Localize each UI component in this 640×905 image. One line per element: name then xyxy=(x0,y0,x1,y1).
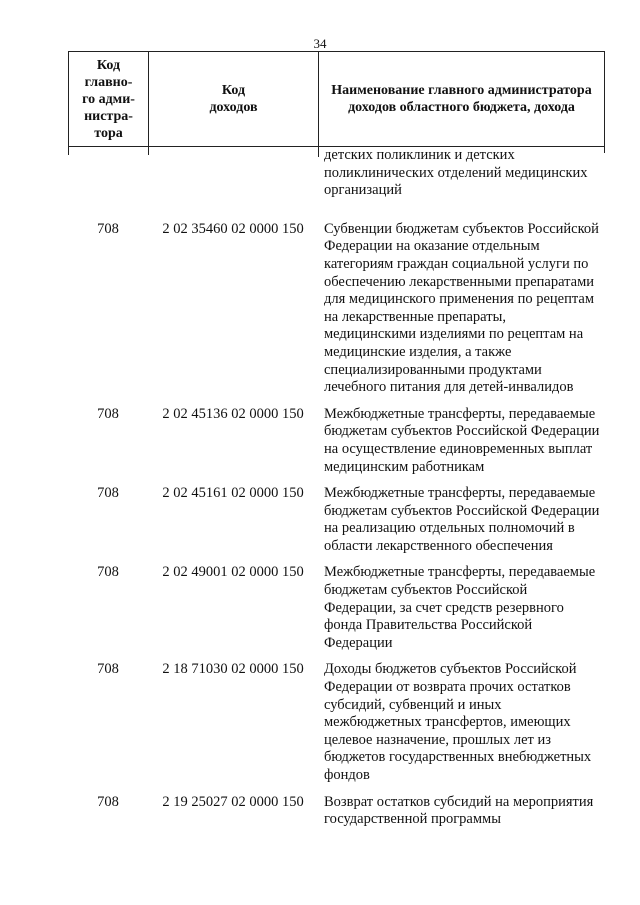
table-header xyxy=(68,51,605,147)
row-income-code: 2 19 25027 02 0000 150 xyxy=(162,793,304,810)
row-income-code: 2 02 35460 02 0000 150 xyxy=(162,220,304,237)
table-row xyxy=(68,794,605,829)
row-name: Возврат остатков субсидий на мероприятия государственной программы xyxy=(324,793,594,828)
header-admin-code: Код главно- го адми- нистра- тора xyxy=(69,52,149,146)
table-row xyxy=(68,564,605,652)
row-income-code: 2 18 71030 02 0000 150 xyxy=(162,661,304,678)
row-income-code: 2 02 45136 02 0000 150 xyxy=(162,405,304,422)
row-admin-code: 708 xyxy=(97,661,119,678)
row-admin-code: 708 xyxy=(97,564,119,581)
row-admin-code: 708 xyxy=(97,405,119,422)
row-name: Межбюджетные трансферты, передаваемые бюджетам субъектов Российской Федерации, за счет средств резервного фонда Правительства Российской Федерации xyxy=(324,564,596,651)
row-name: Субвенции бюджетам субъектов Российской Федерации на оказание отдельным категориям граждан социальной услуги по обеспечению лекарственными препаратами для медицинского применения по рецептам на лекарственные препараты, медицинскими изделиями по рецептам на медицинские изделия, а также специализированными продуктами лечебного питания для детей-инвалидов xyxy=(324,220,599,396)
page-number: 34 xyxy=(313,36,327,51)
row-name: Межбюджетные трансферты, передаваемые бюджетам субъектов Российской Федерации на осуществление единовременных выплат медицинским работникам xyxy=(324,405,600,475)
row-admin-code: 708 xyxy=(97,220,119,237)
header-income-code: Код доходов xyxy=(149,52,319,146)
table-row xyxy=(68,147,605,200)
row-income-code xyxy=(148,147,318,200)
table-body xyxy=(68,147,605,829)
table-row xyxy=(68,406,605,476)
row-name: Доходы бюджетов субъектов Российской Федерации от возврата прочих остатков субсидий, субвенций и иных межбюджетных трансфертов, имеющих целевое назначение, прошлых лет из бюджетов государственных внебюджетных фондов xyxy=(324,661,592,783)
row-income-code: 2 02 45161 02 0000 150 xyxy=(162,485,304,502)
row-admin-code: 708 xyxy=(97,793,119,810)
table-row xyxy=(68,661,605,784)
row-name: Межбюджетные трансферты, передаваемые бюджетам субъектов Российской Федерации на реализацию отдельных полномочий в области лекарственного обеспечения xyxy=(324,485,600,554)
table-row xyxy=(68,221,605,397)
row-admin-code: 708 xyxy=(97,485,119,502)
header-name: Наименование главного администратора доходов областного бюджета, дохода xyxy=(331,83,592,115)
table-row xyxy=(68,485,605,555)
row-name: детских поликлиник и детских поликлинических отделений медицинских организаций xyxy=(324,147,588,199)
row-income-code: 2 02 49001 02 0000 150 xyxy=(162,564,304,581)
row-admin-code xyxy=(68,147,148,200)
